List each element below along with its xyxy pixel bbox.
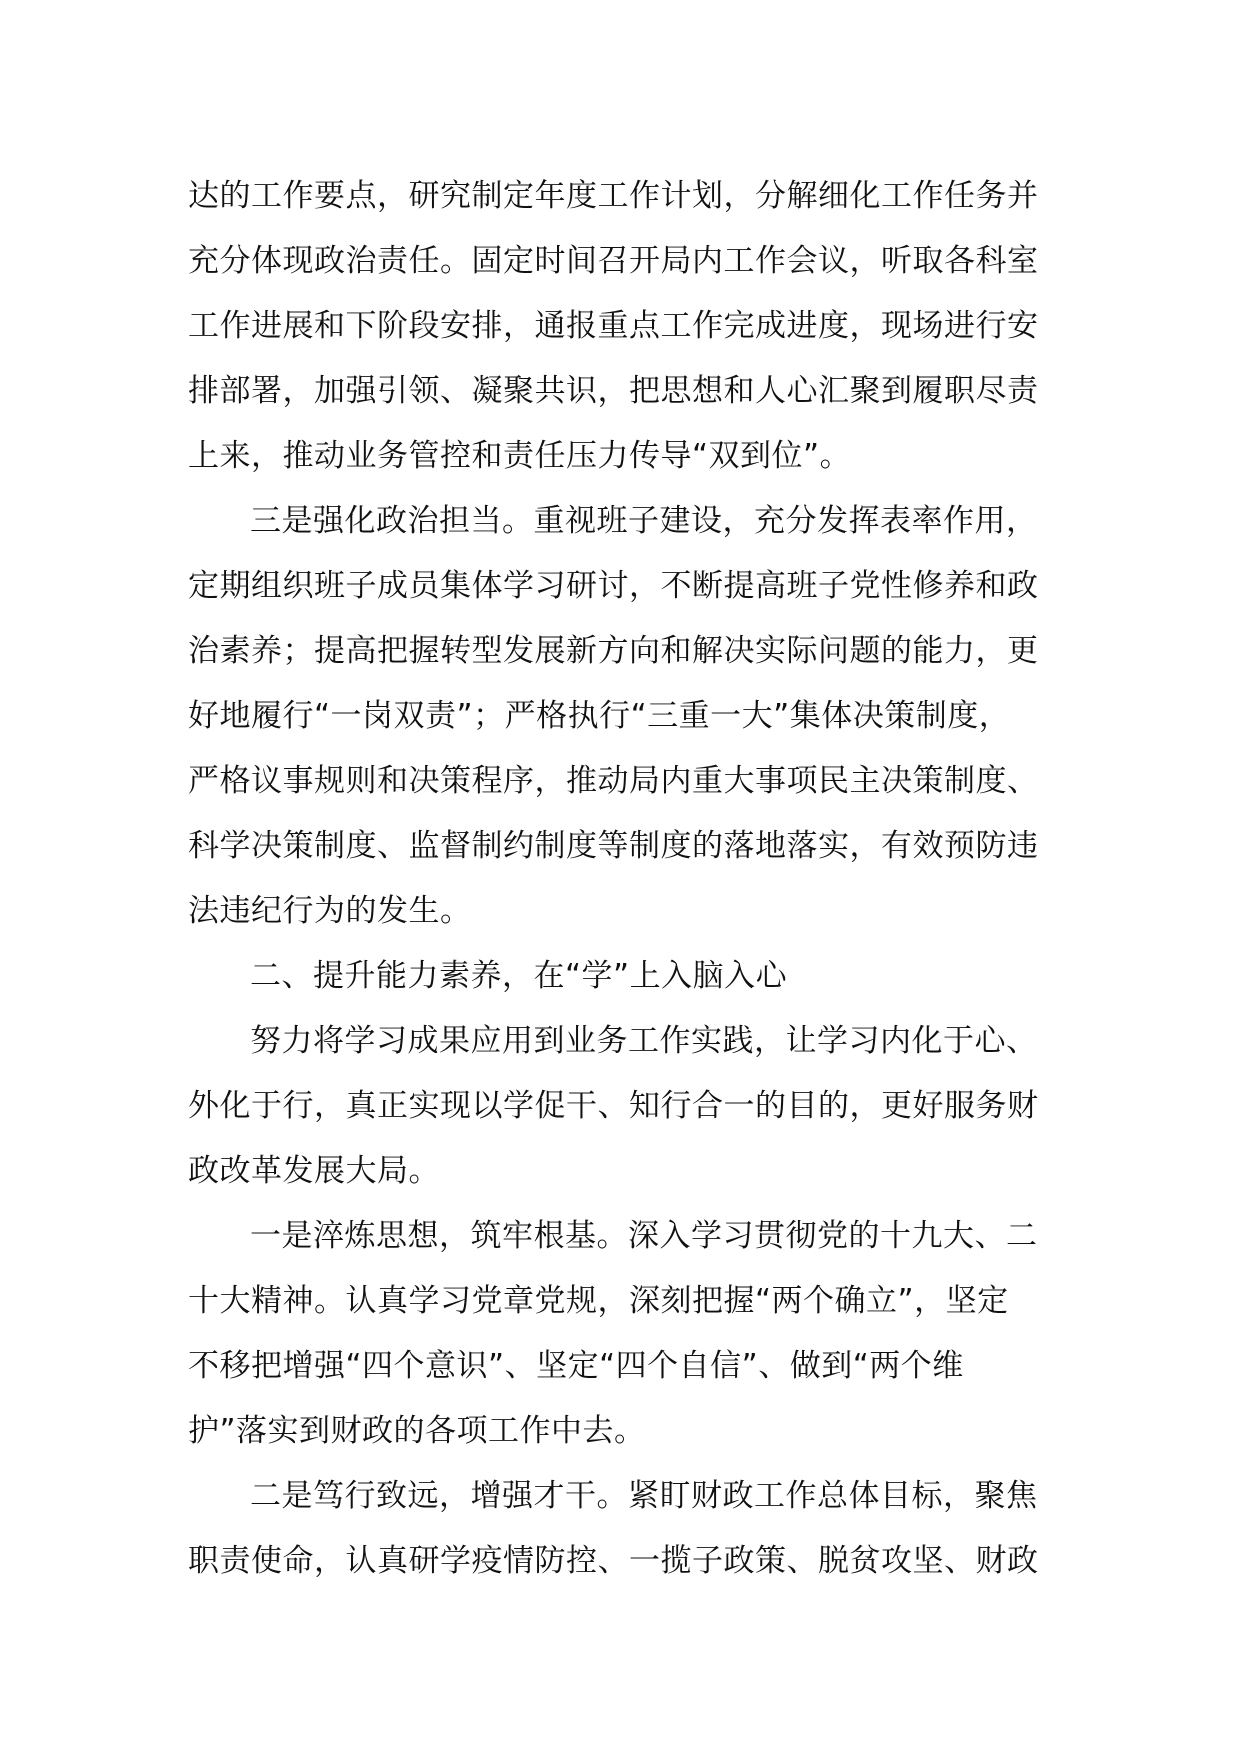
text-line: 工作进展和下阶段安排，通报重点工作完成进度，现场进行安 (188, 308, 1039, 344)
text-line: 充分体现政治责任。固定时间召开局内工作会议，听取各科室 (188, 243, 1039, 279)
document-page (188, 164, 1088, 1594)
text-line: 排部署，加强引领、凝聚共识，把思想和人心汇聚到履职尽责 (188, 373, 1039, 409)
text-line: 好地履行“一岗双责”；严格执行“三重一大”集体决策制度， (188, 698, 1011, 734)
paragraph-first-line: 三是强化政治担当。重视班子建设，充分发挥表率作用， (250, 503, 1038, 539)
paragraph-first-line: 一是淬炼思想，筑牢根基。深入学习贯彻党的十九大、二 (250, 1218, 1038, 1254)
text-line: 外化于行，真正实现以学促干、知行合一的目的，更好服务财 (188, 1088, 1039, 1124)
text-line: 达的工作要点，研究制定年度工作计划，分解细化工作任务并 (188, 178, 1039, 214)
text-line: 治素养；提高把握转型发展新方向和解决实际问题的能力，更 (188, 633, 1039, 669)
text-line: 严格议事规则和决策程序，推动局内重大事项民主决策制度、 (188, 763, 1039, 799)
text-line: 不移把增强“四个意识”、坚定“四个自信”、做到“两个维 (188, 1348, 964, 1384)
paragraph-first-line: 努力将学习成果应用到业务工作实践，让学习内化于心、 (250, 1023, 1038, 1059)
text-line: 职责使命，认真研学疫情防控、一揽子政策、脱贫攻坚、财政 (188, 1543, 1039, 1579)
text-line: 科学决策制度、监督制约制度等制度的落地落实，有效预防违 (188, 828, 1039, 864)
text-line: 定期组织班子成员集体学习研讨，不断提高班子党性修养和政 (188, 568, 1039, 604)
text-line: 法违纪行为的发生。 (188, 893, 472, 929)
text-line: 护”落实到财政的各项工作中去。 (188, 1413, 646, 1449)
text-line: 十大精神。认真学习党章党规，深刻把握“两个确立”，坚定 (188, 1283, 1009, 1319)
section-heading: 二、提升能力素养，在“学”上入脑入心 (250, 958, 788, 994)
paragraph-first-line: 二是笃行致远，增强才干。紧盯财政工作总体目标，聚焦 (250, 1478, 1038, 1514)
text-line: 政改革发展大局。 (188, 1153, 440, 1189)
text-line: 上来，推动业务管控和责任压力传导“双到位”。 (188, 438, 852, 474)
